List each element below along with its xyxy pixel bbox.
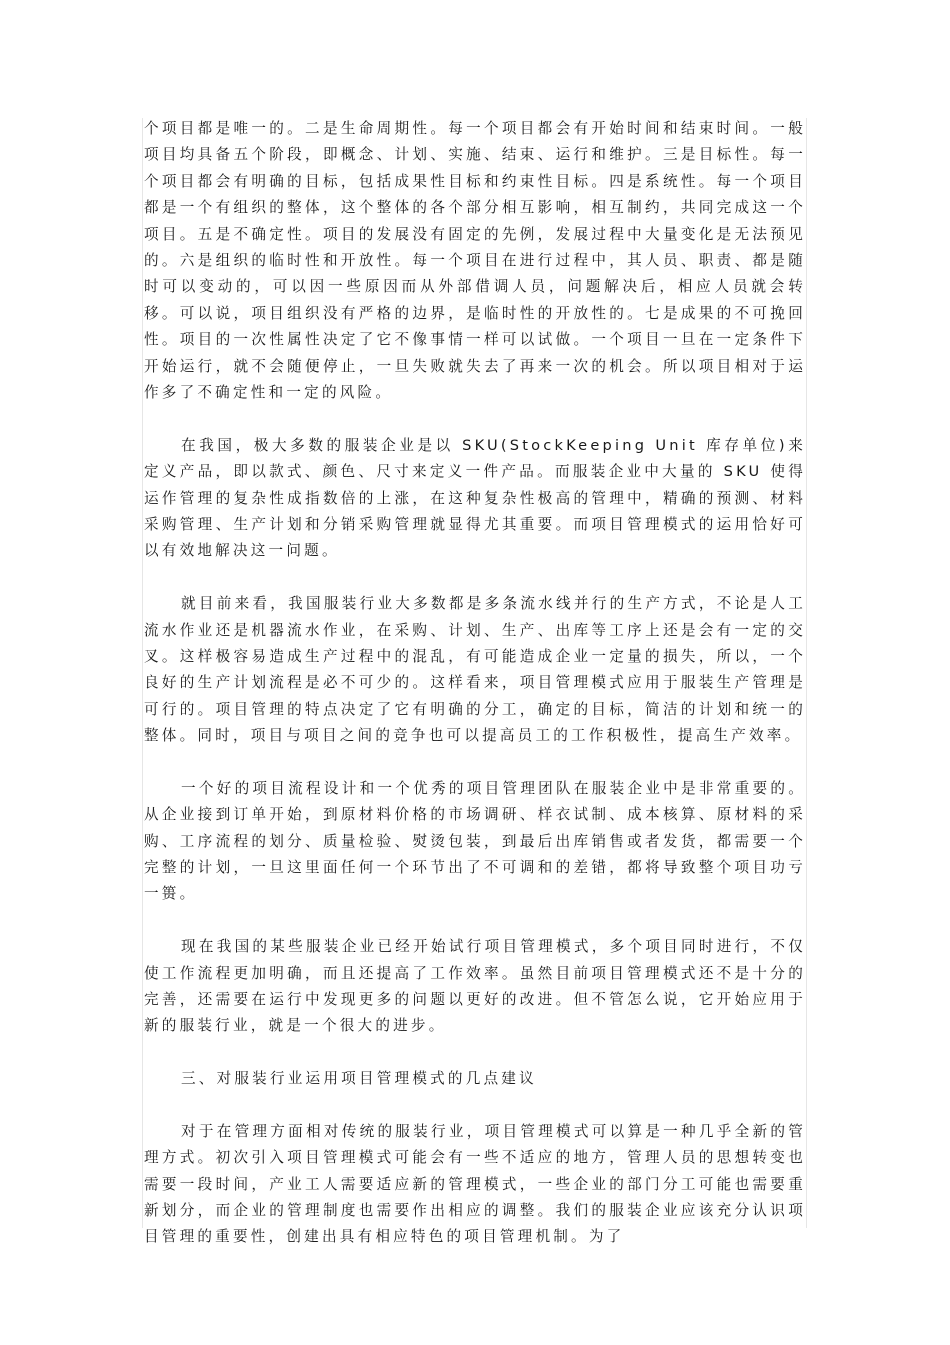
paragraph-production-lines: 就目前来看，我国服装行业大多数都是多条流水线并行的生产方式，不论是人工流水作业还是机器流水作业，在采购、计划、生产、出库等工序上还是会有一定的交叉。这样极容易造成生产过程中的混乱，有可能造成企业一定量的损失，所以，一个良好的生产计划流程是必不可少的。这样看来，项目管理模式应用于服装生产管理是可行的。项目管理的特点决定了它有明确的分工，确定的目标，简洁的计划和统一的整体。同时，项目与项目之间的竞争也可以提高员工的工作积极性，提高生产效率。 xyxy=(144,595,806,745)
paragraph-suggestions: 对于在管理方面相对传统的服装行业，项目管理模式可以算是一种几乎全新的管理方式。初次引入项目管理模式可能会有一些不适应的地方，管理人员的思想转变也需要一段时间，产业工人需要适应新的管理模式，一些企业的部门分工可能也需要重新划分，而企业的管理制度也需要作出相应的调整。我们的服装企业应该充分认识项目管理的重要性，创建出具有相应特色的项目管理机制。为了 xyxy=(144,1122,806,1246)
document-body xyxy=(144,116,806,1277)
paragraph-project-characteristics: 个项目都是唯一的。二是生命周期性。每一个项目都会有开始时间和结束时间。一般项目均具备五个阶段，即概念、计划、实施、结束、运行和维护。三是目标性。每一个项目都会有明确的目标，包括成果性目标和约束性目标。四是系统性。每一个项目都是一个有组织的整体，这个整体的各个部分相互影响，相互制约，共同完成这一个项目。五是不确定性。项目的发展没有固定的先例，发展过程中大量变化是无法预见的。六是组织的临时性和开放性。每一个项目在进行过程中，其人员、职责、都是随时可以变动的，可以因一些原因而从外部借调人员，问题解决后，相应人员就会转移。可以说，项目组织没有严格的边界，是临时性的开放性的。七是成果的不可挽回性。项目的一次性属性决定了它不像事情一样可以试做。一个项目一旦在一定条件下开始运行，就不会随便停止，一旦失败就失去了再来一次的机会。所以项目相对于运作多了不确定性和一定的风险。 xyxy=(144,120,806,402)
left-margin-line xyxy=(142,118,143,1228)
paragraph-project-flow: 一个好的项目流程设计和一个优秀的项目管理团队在服装企业中是非常重要的。从企业接到订单开始，到原材料价格的市场调研、样衣试制、成本核算、原材料的采购、工序流程的划分、质量检验、熨烫包装，到最后出库销售或者发货，都需要一个完整的计划，一旦这里面任何一个环节出了不可调和的差错，都将导致整个项目功亏一篑。 xyxy=(144,779,806,903)
section-heading: 三、对服装行业运用项目管理模式的几点建议 xyxy=(181,1070,537,1088)
right-margin-line xyxy=(806,118,807,1228)
paragraph-sku: 在我国，极大多数的服装企业是以 SKU(StockKeeping Unit 库存单位)来定义产品，即以款式、颜色、尺寸来定义一件产品。而服装企业中大量的 SKU 使得运作管理的复杂性成指数倍的上涨，在这种复杂性极高的管理中，精确的预测、材料采购管理、生产计划和分销采购管理就显得尤其重要。而项目管理模式的运用恰好可以有效地解决这一问题。 xyxy=(144,436,806,560)
paragraph-trial-adoption: 现在我国的某些服装企业已经开始试行项目管理模式，多个项目同时进行，不仅使工作流程更加明确，而且还提高了工作效率。虽然目前项目管理模式还不是十分的完善，还需要在运行中发现更多的问题以更好的改进。但不管怎么说，它开始应用于新的服装行业，就是一个很大的进步。 xyxy=(144,938,806,1035)
